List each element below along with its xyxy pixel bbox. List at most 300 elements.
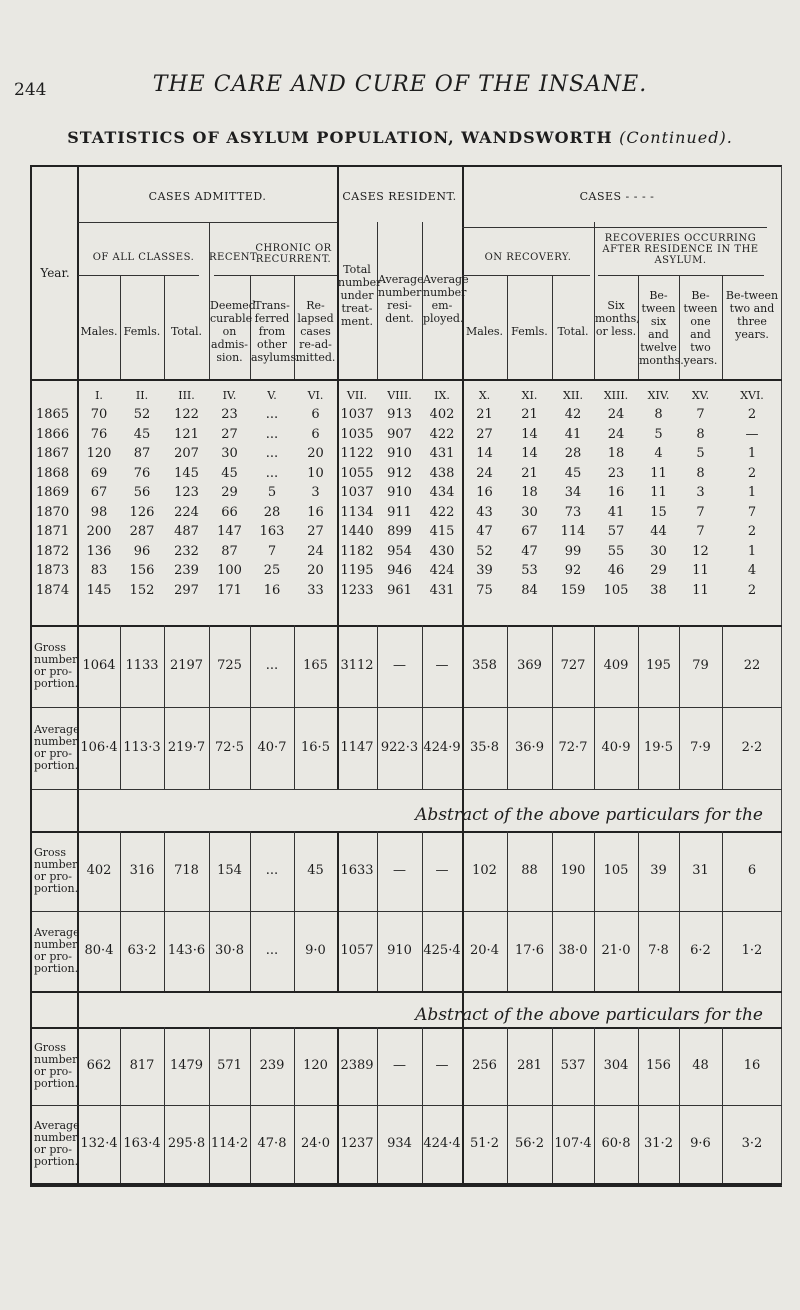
grid-vline <box>722 831 723 991</box>
data-cell: 52 <box>476 543 493 559</box>
cases-header: CASES - - - - <box>579 190 655 203</box>
data-cell: 18 <box>607 446 625 461</box>
data-cell: 8 <box>696 465 705 481</box>
column-header: Average number em-ployed. <box>423 273 469 325</box>
data-cell: 239 <box>174 563 199 578</box>
data-cell: 55 <box>607 543 625 559</box>
column-header: Males. <box>466 325 503 338</box>
summary-cell: 35·8 <box>470 740 499 755</box>
recent-header: RECENT <box>209 252 258 263</box>
summary-cell: 40·9 <box>601 740 631 755</box>
column-number: XVI. <box>740 389 764 402</box>
grid-hline <box>32 379 782 381</box>
data-cell: 47 <box>476 524 493 539</box>
data-cell: 27 <box>307 524 324 539</box>
summary-cell: 60·8 <box>601 1136 631 1151</box>
summary-cell: 934 <box>387 1136 412 1151</box>
grid-hline <box>32 707 782 708</box>
data-cell: 30 <box>221 446 238 461</box>
cases-resident-header: CASES RESIDENT. <box>342 190 457 203</box>
grid-vline <box>679 1027 680 1183</box>
data-cell: 27 <box>476 426 493 442</box>
summary-cell: 295·8 <box>167 1136 206 1151</box>
summary-cell: — <box>435 1058 449 1073</box>
column-number: VIII. <box>387 389 412 402</box>
data-cell: 7 <box>267 543 277 559</box>
summary-cell: 1·2 <box>741 943 763 958</box>
summary-cell: 48 <box>692 1058 709 1073</box>
data-cell: 100 <box>217 563 242 578</box>
column-header: Average number resi-dent. <box>378 273 424 325</box>
row-label-gross: Gross number or pro-portion. <box>34 641 79 690</box>
grid-vline <box>337 1027 339 1183</box>
summary-cell: 45 <box>307 863 324 878</box>
summary-cell: 21·0 <box>601 943 631 958</box>
data-cell: 11 <box>650 485 667 500</box>
data-cell: 66 <box>221 504 238 520</box>
grid-hline <box>598 275 764 276</box>
grid-vline <box>377 831 378 991</box>
column-header: Femls. <box>123 325 161 338</box>
data-cell: 23 <box>221 407 238 422</box>
data-cell: 424 <box>429 563 455 578</box>
summary-cell: ... <box>265 658 279 673</box>
summary-cell: 425·4 <box>423 943 461 958</box>
data-cell: 47 <box>521 543 538 559</box>
grid-vline <box>507 625 508 789</box>
data-cell: 45 <box>221 465 238 481</box>
year-cell: 1866 <box>36 426 70 442</box>
data-cell: 76 <box>133 465 151 481</box>
data-cell: 487 <box>174 524 199 539</box>
column-header: Re-lapsed cases re-ad-mitted. <box>295 299 336 364</box>
data-cell: 910 <box>387 485 412 500</box>
data-cell: 122 <box>174 407 199 422</box>
data-cell: 20 <box>307 446 324 461</box>
grid-vline <box>722 625 723 789</box>
summary-cell: 31·2 <box>644 1136 673 1151</box>
grid-vline <box>638 625 639 789</box>
grid-vline <box>164 1027 165 1183</box>
data-cell: 431 <box>429 446 455 461</box>
data-cell: 159 <box>560 582 586 598</box>
data-cell: 431 <box>429 582 455 598</box>
data-cell: 11 <box>692 563 709 578</box>
data-cell: 105 <box>603 582 629 598</box>
data-cell: 84 <box>521 582 538 598</box>
grid-vline <box>377 625 378 789</box>
data-cell: 29 <box>650 563 667 578</box>
data-cell: 200 <box>86 524 112 539</box>
summary-cell: 195 <box>646 658 671 673</box>
data-cell: 1037 <box>340 407 374 422</box>
data-cell: 23 <box>607 465 625 481</box>
summary-cell: 281 <box>517 1058 542 1073</box>
data-cell: 41 <box>564 426 582 442</box>
summary-cell: 219·7 <box>167 740 206 755</box>
year-cell: 1871 <box>36 524 70 539</box>
data-cell: 114 <box>560 524 586 539</box>
summary-cell: 304 <box>603 1058 629 1073</box>
summary-cell: 38·0 <box>558 943 588 958</box>
data-cell: 2 <box>747 524 757 539</box>
summary-cell: 56·2 <box>515 1136 544 1151</box>
year-cell: 1873 <box>36 563 70 578</box>
grid-vline <box>679 625 680 789</box>
summary-cell: — <box>393 863 406 878</box>
data-cell: 14 <box>521 426 538 442</box>
summary-cell: 6·2 <box>690 943 711 958</box>
data-cell: 41 <box>607 504 625 520</box>
summary-cell: 36·9 <box>515 740 544 755</box>
column-number: X. <box>478 389 491 402</box>
data-cell: ... <box>265 426 279 442</box>
column-header: Total. <box>170 325 203 338</box>
summary-cell: 727 <box>560 658 586 673</box>
data-cell: 1 <box>747 485 757 500</box>
column-header: Males. <box>80 325 118 338</box>
summary-cell: 154 <box>217 863 242 878</box>
grid-hline <box>462 275 590 276</box>
grid-vline <box>462 625 464 789</box>
grid-hline <box>462 227 767 228</box>
grid-hline <box>32 1183 782 1185</box>
data-cell: 28 <box>564 446 582 461</box>
data-cell: 52 <box>133 407 151 422</box>
data-cell: 20 <box>307 563 324 578</box>
page-header <box>0 72 800 104</box>
summary-cell: 156 <box>646 1058 671 1073</box>
grid-vline <box>552 625 553 789</box>
data-cell: 232 <box>174 543 199 559</box>
data-cell: 4 <box>654 446 663 461</box>
column-header: Be-tween two and three years. <box>725 289 779 341</box>
data-cell: 1182 <box>340 543 374 559</box>
summary-cell: 6 <box>747 863 757 878</box>
data-cell: 29 <box>221 485 238 500</box>
data-cell: 44 <box>650 524 667 539</box>
statistics-table <box>30 165 782 1187</box>
grid-hline <box>32 831 782 833</box>
column-number: XIV. <box>647 389 670 402</box>
data-cell: 156 <box>129 563 155 578</box>
data-cell: 1037 <box>340 485 374 500</box>
data-cell: 28 <box>263 504 281 520</box>
data-cell: 30 <box>650 543 667 559</box>
column-header: Deemed curable on admis-sion. <box>210 299 256 364</box>
column-number: XV. <box>691 389 710 402</box>
data-cell: 1233 <box>340 582 374 598</box>
grid-vline <box>250 1027 251 1183</box>
grid-vline <box>679 831 680 991</box>
grid-vline <box>250 625 251 789</box>
data-cell: 438 <box>429 465 455 481</box>
summary-cell: 358 <box>472 658 497 673</box>
grid-vline <box>638 1027 639 1183</box>
grid-vline <box>594 1027 595 1183</box>
table-title <box>0 128 800 147</box>
chronic-header: CHRONIC OR RECURRENT. <box>255 243 332 265</box>
data-cell: 1440 <box>340 524 374 539</box>
summary-cell: ... <box>265 943 279 958</box>
summary-cell: 1237 <box>340 1136 374 1151</box>
column-number: XIII. <box>603 389 629 402</box>
data-cell: 136 <box>86 543 112 559</box>
page-number: 244 <box>14 80 47 100</box>
data-cell: ... <box>265 407 279 422</box>
data-cell: 224 <box>174 504 199 520</box>
data-cell: 911 <box>387 504 412 520</box>
summary-cell: 120 <box>303 1058 328 1073</box>
grid-vline <box>552 831 553 991</box>
row-label-average: Average number or pro-portion. <box>34 1119 80 1168</box>
summary-cell: 22 <box>743 658 761 673</box>
column-number: II. <box>135 389 149 402</box>
data-cell: 3 <box>311 485 320 500</box>
data-cell: 152 <box>129 582 155 598</box>
data-cell: 422 <box>429 504 455 520</box>
column-number: I. <box>95 389 103 402</box>
abstract-heading: Abstract of the above particulars for the <box>415 1005 763 1025</box>
column-number: VII. <box>346 389 368 402</box>
grid-vline <box>594 625 595 789</box>
summary-cell: 16 <box>743 1058 761 1073</box>
data-cell: 954 <box>387 543 412 559</box>
summary-cell: 30·8 <box>215 943 244 958</box>
summary-cell: 817 <box>129 1058 155 1073</box>
grid-vline <box>337 625 339 789</box>
summary-cell: 163·4 <box>123 1136 161 1151</box>
summary-cell: 409 <box>603 658 629 673</box>
data-cell: 2 <box>747 465 757 481</box>
data-cell: 6 <box>311 426 320 442</box>
year-cell: 1865 <box>36 407 70 422</box>
data-cell: 7 <box>696 504 705 520</box>
on-recovery-header: ON RECOVERY. <box>484 252 572 263</box>
data-cell: 27 <box>221 426 238 442</box>
row-label-average: Average number or pro-portion. <box>34 723 80 772</box>
data-cell: 56 <box>133 485 151 500</box>
data-cell: 6 <box>311 407 320 422</box>
grid-hline <box>32 625 782 627</box>
data-cell: 57 <box>607 524 625 539</box>
data-cell: 2 <box>747 582 757 598</box>
grid-vline <box>294 1027 295 1183</box>
grid-hline <box>78 222 337 223</box>
row-label-gross: Gross number or pro-portion. <box>34 1041 79 1090</box>
grid-vline <box>422 625 423 789</box>
data-cell: 297 <box>174 582 199 598</box>
summary-cell: 88 <box>521 863 538 878</box>
summary-cell: 107·4 <box>554 1136 592 1151</box>
data-cell: 18 <box>521 485 538 500</box>
all-classes-header: OF ALL CLASSES. <box>92 252 195 263</box>
data-cell: 45 <box>564 465 582 481</box>
data-cell: 24 <box>607 426 625 442</box>
data-cell: ... <box>265 446 279 461</box>
data-cell: 415 <box>429 524 455 539</box>
summary-cell: 20·4 <box>470 943 499 958</box>
column-header: Trans-ferred from other asylums. <box>251 299 300 364</box>
data-cell: 145 <box>86 582 112 598</box>
grid-vline <box>164 831 165 991</box>
data-cell: 946 <box>387 563 412 578</box>
data-cell: 899 <box>387 524 412 539</box>
data-cell: 287 <box>129 524 155 539</box>
data-cell: 10 <box>307 465 324 481</box>
summary-cell: 537 <box>560 1058 586 1073</box>
summary-cell: 63·2 <box>127 943 157 958</box>
data-cell: 67 <box>90 485 108 500</box>
abstract-heading: Abstract of the above particulars for the <box>415 805 763 825</box>
data-cell: 30 <box>521 504 538 520</box>
data-cell: 910 <box>387 446 412 461</box>
summary-cell: — <box>435 863 449 878</box>
grid-hline <box>214 275 337 276</box>
data-cell: 43 <box>476 504 493 520</box>
summary-cell: 256 <box>472 1058 497 1073</box>
data-cell: 15 <box>650 504 667 520</box>
summary-cell: 165 <box>303 658 328 673</box>
summary-cell: 39 <box>650 863 667 878</box>
data-cell: 163 <box>259 524 285 539</box>
grid-vline <box>422 831 423 991</box>
data-cell: 16 <box>307 504 324 520</box>
summary-cell: 7·9 <box>690 740 711 755</box>
data-cell: 1055 <box>340 465 374 481</box>
grid-vline <box>120 1027 121 1183</box>
data-cell: 14 <box>476 446 493 461</box>
summary-cell: 424·4 <box>423 1136 461 1151</box>
table-title-text: STATISTICS OF ASYLUM POPULATION, WANDSWORTH <box>67 128 613 147</box>
data-cell: 422 <box>429 426 455 442</box>
summary-cell: 40·7 <box>257 740 287 755</box>
recoveries-header: RECOVERIES OCCURRING AFTER RESIDENCE IN THE ASYLUM. <box>602 233 759 266</box>
data-cell: 402 <box>429 407 455 422</box>
data-cell: 171 <box>217 582 242 598</box>
data-cell: 92 <box>564 563 582 578</box>
grid-vline <box>209 831 210 991</box>
summary-cell: 80·4 <box>84 943 114 958</box>
data-cell: 7 <box>747 504 757 520</box>
summary-cell: 51·2 <box>470 1136 499 1151</box>
data-cell: 912 <box>387 465 412 481</box>
column-header: Six months, or less. <box>595 299 640 338</box>
column-number: VI. <box>307 389 324 402</box>
data-cell: 1122 <box>340 446 374 461</box>
summary-cell: 16·5 <box>301 740 330 755</box>
summary-cell: 132·4 <box>80 1136 118 1151</box>
data-cell: 46 <box>607 563 625 578</box>
summary-cell: 424·9 <box>423 740 461 755</box>
summary-cell: 662 <box>86 1058 112 1073</box>
summary-cell: 1057 <box>340 943 374 958</box>
data-cell: 207 <box>174 446 199 461</box>
data-cell: 121 <box>174 426 199 442</box>
data-cell: 33 <box>307 582 324 598</box>
data-cell: 123 <box>174 485 199 500</box>
data-cell: 7 <box>696 407 705 422</box>
summary-cell: 922·3 <box>380 740 419 755</box>
summary-cell: 7·8 <box>648 943 669 958</box>
data-cell: 39 <box>476 563 493 578</box>
column-number: XII. <box>562 389 584 402</box>
year-cell: 1867 <box>36 446 70 461</box>
summary-cell: — <box>435 658 449 673</box>
summary-cell: 31 <box>692 863 709 878</box>
data-cell: 16 <box>263 582 281 598</box>
grid-vline <box>250 831 251 991</box>
data-cell: 5 <box>696 446 705 461</box>
summary-cell: 3·2 <box>741 1136 763 1151</box>
year-header: Year. <box>40 266 70 280</box>
grid-vline <box>594 831 595 991</box>
summary-cell: 2389 <box>340 1058 374 1073</box>
column-header: Femls. <box>511 325 548 338</box>
year-cell: 1870 <box>36 504 70 520</box>
column-header: Total. <box>557 325 589 338</box>
summary-cell: 1147 <box>340 740 374 755</box>
summary-cell: 9·6 <box>690 1136 711 1151</box>
grid-vline <box>638 831 639 991</box>
summary-cell: 143·6 <box>167 943 206 958</box>
summary-cell: 24·0 <box>301 1136 330 1151</box>
summary-cell: 19·5 <box>644 740 673 755</box>
grid-vline <box>462 831 464 991</box>
data-cell: 96 <box>133 543 151 559</box>
data-cell: 4 <box>747 563 757 578</box>
data-cell: 99 <box>564 543 582 559</box>
summary-cell: 369 <box>517 658 542 673</box>
grid-hline <box>32 991 782 993</box>
grid-vline <box>337 831 339 991</box>
data-cell: 53 <box>521 563 538 578</box>
summary-cell: 79 <box>692 658 709 673</box>
data-cell: 147 <box>217 524 242 539</box>
summary-cell: 718 <box>174 863 199 878</box>
summary-cell: 402 <box>86 863 112 878</box>
column-header: Be-tween one and two years. <box>683 289 718 367</box>
data-cell: 42 <box>564 407 582 422</box>
year-cell: 1874 <box>36 582 70 598</box>
data-cell: 7 <box>696 524 705 539</box>
data-cell: 11 <box>692 582 709 598</box>
cases-admitted-header: CASES ADMITTED. <box>148 190 267 203</box>
data-cell: 16 <box>607 485 625 500</box>
summary-cell: 571 <box>217 1058 242 1073</box>
data-cell: 120 <box>86 446 112 461</box>
column-header: Be-tween six and twelve months. <box>639 289 684 367</box>
data-cell: 75 <box>476 582 493 598</box>
column-number: IV. <box>222 389 237 402</box>
running-title: THE CARE AND CURE OF THE INSANE. <box>152 72 648 97</box>
summary-cell: 1479 <box>169 1058 204 1073</box>
data-cell: 5 <box>654 426 663 442</box>
data-cell: 12 <box>692 543 709 559</box>
data-cell: 83 <box>90 563 108 578</box>
grid-vline <box>462 1027 464 1183</box>
data-cell: 38 <box>650 582 667 598</box>
table-title-continued: (Continued). <box>619 128 733 147</box>
grid-hline <box>32 911 782 912</box>
data-cell: 45 <box>133 426 151 442</box>
grid-vline <box>294 831 295 991</box>
grid-vline <box>209 1027 210 1183</box>
data-cell: 24 <box>607 407 625 422</box>
grid-hline <box>32 1027 782 1029</box>
year-cell: 1869 <box>36 485 70 500</box>
data-cell: 2 <box>747 407 757 422</box>
